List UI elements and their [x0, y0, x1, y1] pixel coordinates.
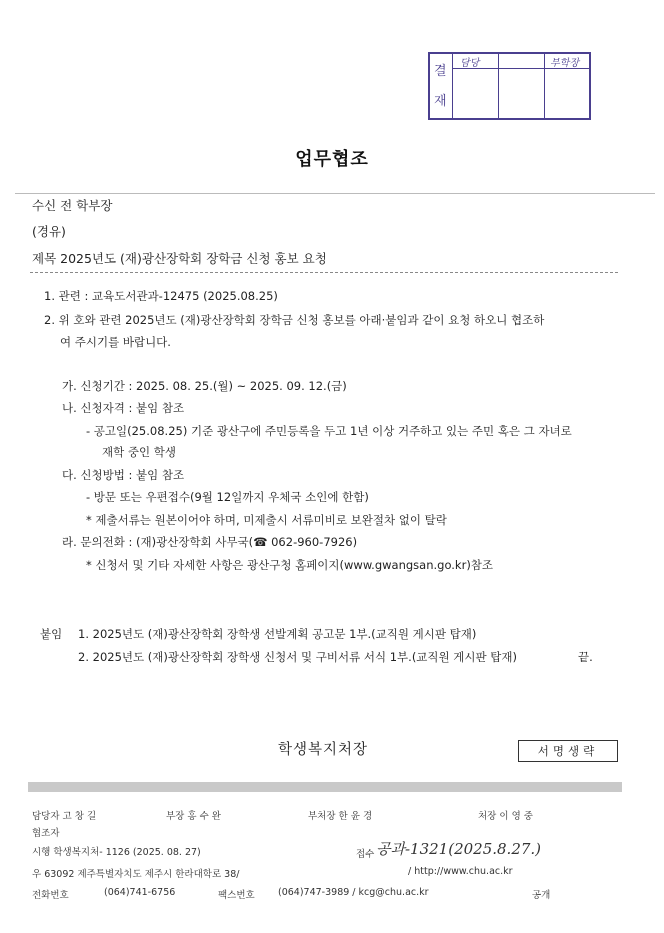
attach-item-1: 1. 2025년도 (재)광산장학회 장학생 선발계획 공고문 1부.(교직원 게시판 탑재) [78, 627, 477, 641]
footer-address: 우 63092 제주특별자치도 제주시 한라대학로 38/ [32, 869, 240, 880]
body-na-detail-cont: 재학 중인 학생 [102, 445, 176, 459]
footer-receipt-number: 공과-1321(2025.8.27.) [376, 840, 542, 858]
footer-phone-label: 전화번호 [32, 890, 69, 901]
stamp-side-char: 결 [434, 64, 447, 79]
body-item-2-cont: 여 주시기를 바랍니다. [60, 335, 171, 349]
end-mark: 끝. [578, 650, 593, 664]
footer-bar [28, 782, 622, 792]
footer-disclosure: 공개 [532, 890, 551, 901]
footer-cooperator: 협조자 [32, 828, 60, 839]
footer-fax-email: (064)747-3989 / kcg@chu.ac.kr [278, 887, 429, 898]
subject-divider [30, 272, 618, 273]
footer-director: 처장 이 영 중 [478, 811, 533, 822]
body-na: 나. 신청자격 : 붙임 참조 [62, 401, 185, 415]
footer-manager: 부장 홍 수 완 [166, 811, 221, 822]
document-title: 업무협조 [295, 149, 369, 170]
stamp-col [498, 54, 545, 118]
body-ra-detail: * 신청서 및 기타 자세한 사항은 광산구청 홈페이지(www.gwangsan.go.kr)참조 [86, 558, 494, 572]
body-ra: 라. 문의전화 : (재)광산장학회 사무국(☎ 062-960-7926) [62, 535, 358, 549]
header-divider [15, 193, 655, 194]
footer-phone: (064)741-6756 [104, 887, 176, 898]
stamp-side-char: 재 [434, 94, 447, 109]
approval-stamp [428, 52, 591, 120]
body-da-detail-1: - 방문 또는 우편접수(9월 12일까지 우체국 소인에 한함) [86, 490, 369, 504]
footer-fax-label: 팩스번호 [218, 890, 255, 901]
footer-enforcement: 시행 학생복지처- 1126 (2025. 08. 27) [32, 847, 201, 858]
via-line: (경유) [32, 224, 66, 239]
body-da: 다. 신청방법 : 붙임 참조 [62, 468, 185, 482]
attach-label: 붙임 [40, 627, 63, 641]
footer-staff: 담당자 고 창 길 [32, 811, 97, 822]
stamp-label-staff: 담당 [460, 58, 480, 69]
body-da-detail-2: * 제출서류는 원본이어야 하며, 미제출시 서류미비로 보완절차 없이 탈락 [86, 513, 447, 527]
body-item-2: 2. 위 호와 관련 2025년도 (재)광산장학회 장학금 신청 홍보를 아래·붙임과 같이 요청 하오니 협조하 [44, 313, 545, 327]
footer-receipt-label: 접수 [356, 849, 375, 860]
body-item-1: 1. 관련 : 교육도서관과-12475 (2025.08.25) [44, 289, 278, 303]
stamp-label-vice-dean: 부학장 [550, 58, 579, 69]
subject-line: 제목 2025년도 (재)광산장학회 장학금 신청 홍보 요청 [32, 251, 327, 266]
attach-item-2: 2. 2025년도 (재)광산장학회 장학생 신청서 및 구비서류 서식 1부.(교직원 게시판 탑재) [78, 650, 517, 664]
receiver-line: 수신 전 학부장 [32, 198, 113, 213]
footer-vice-director: 부처장 한 윤 경 [308, 811, 373, 822]
body-ga: 가. 신청기간 : 2025. 08. 25.(월) ~ 2025. 09. 12.(금) [62, 379, 347, 393]
sender-name: 학생복지처장 [278, 742, 369, 758]
stamp-side-label [430, 54, 453, 118]
body-na-detail: - 공고일(25.08.25) 기준 광산구에 주민등록을 두고 1년 이상 거주하고 있는 주민 혹은 그 자녀로 [86, 424, 572, 438]
signature-omitted-box: 서명생략 [518, 740, 618, 762]
footer-website: / http://www.chu.ac.kr [408, 866, 513, 877]
